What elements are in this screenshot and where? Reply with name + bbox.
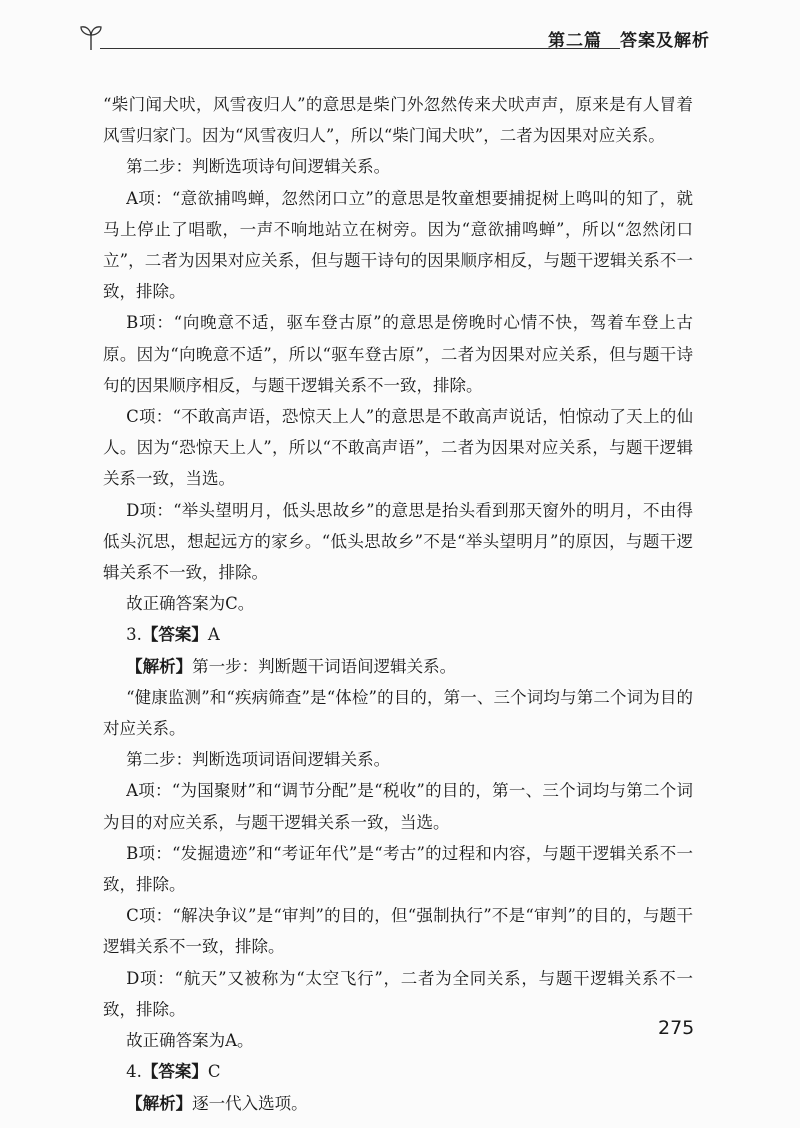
header-rule (100, 48, 620, 49)
paragraph (103, 588, 693, 619)
paragraph (103, 401, 693, 495)
bold-label: 【答案】 (141, 1062, 208, 1082)
paragraph (103, 744, 693, 775)
header-title: 第二篇 答案及解析 (548, 31, 710, 51)
sprout-icon (78, 18, 104, 52)
paragraph-text: 逐一代入选项。 (192, 1093, 308, 1113)
paragraph-text: A项：“意欲捕鸣蝉，忽然闭口立”的意思是牧童想要捕捉树上鸣叫的知了，就马上停止了唱歌，一声不响地站立在树旁。因为“意欲捕鸣蝉”，所以“忽然闭口立”，二者为因果对应关系，但与题干诗句的因果顺序相反，与题干逻辑关系不一致，排除。 (103, 188, 693, 302)
paragraph-text: C (207, 1062, 221, 1082)
paragraph (103, 900, 693, 962)
paragraph-text: 第二步：判断选项诗句间逻辑关系。 (126, 157, 391, 177)
paragraph (103, 1088, 693, 1119)
paragraph-text: 第一步：判断题干词语间逻辑关系。 (192, 656, 457, 676)
paragraph-text: “柴门闻犬吠，风雪夜归人”的意思是柴门外忽然传来犬吠声声，原来是有人冒着风雪归家门。因为“风雪夜归人”，所以“柴门闻犬吠”，二者为因果对应关系。 (103, 95, 693, 146)
paragraph-text: 4. (126, 1062, 142, 1082)
paragraph-text: D项：“航天”又被称为“太空飞行”，二者为全同关系，与题干逻辑关系不一致，排除。 (103, 968, 693, 1019)
paragraph-text: C项：“不敢高声语，恐惊天上人”的意思是不敢高声说话，怕惊动了天上的仙人。因为“恐惊天上人”，所以“不敢高声语”，二者为因果对应关系，与题干逻辑关系一致，当选。 (103, 407, 693, 489)
answer-explanation-text (103, 89, 693, 1119)
paragraph (103, 775, 693, 837)
bold-label: 【解析】 (126, 1093, 193, 1113)
paragraph (103, 151, 693, 182)
paragraph-text: D项：“举头望明月，低头思故乡”的意思是抬头看到那天窗外的明月，不由得低头沉思，想起远方的家乡。“低头思故乡”不是“举头望明月”的原因，与题干逻辑关系不一致，排除。 (103, 500, 693, 583)
paragraph-text: 故正确答案为A。 (126, 1031, 254, 1051)
bold-label: 【答案】 (141, 625, 208, 645)
paragraph (103, 1025, 693, 1056)
bold-label: 【解析】 (126, 656, 193, 676)
paragraph-text: 故正确答案为C。 (126, 594, 255, 614)
page-number: 275 (658, 1017, 695, 1039)
paragraph (103, 183, 693, 308)
paragraph-text: C项：“解决争议”是“审判”的目的，但“强制执行”不是“审判”的目的，与题干逻辑关系不一致，排除。 (103, 906, 693, 957)
paragraph-text: 第二步：判断选项词语间逻辑关系。 (126, 750, 391, 770)
page-header (78, 18, 710, 52)
paragraph (103, 963, 693, 1025)
paragraph-text: B项：“发掘遗迹”和“考证年代”是“考古”的过程和内容，与题干逻辑关系不一致，排除。 (103, 843, 693, 895)
paragraph (103, 838, 693, 900)
paragraph-text: B项：“向晚意不适，驱车登古原”的意思是傍晚时心情不快，驾着车登上古原。因为“向晚意不适”，所以“驱车登古原”，二者为因果对应关系，但与题干诗句的因果顺序相反，与题干逻辑关系不一致，排除。 (103, 313, 693, 395)
paragraph-text: A (207, 625, 220, 645)
paragraph (103, 619, 693, 650)
paragraph-text: “健康监测”和“疾病筛查”是“体检”的目的，第一、三个词均与第二个词为目的对应关系。 (103, 687, 693, 739)
paragraph (103, 307, 693, 401)
paragraph (103, 495, 693, 589)
paragraph (103, 651, 693, 682)
paragraph (103, 89, 693, 151)
paragraph-text: A项：“为国聚财”和“调节分配”是“税收”的目的，第一、三个词均与第二个词为目的对应关系，与题干逻辑关系一致，当选。 (103, 781, 693, 832)
paragraph (103, 682, 693, 744)
paragraph (103, 1056, 693, 1087)
paragraph-text: 3. (126, 625, 142, 645)
